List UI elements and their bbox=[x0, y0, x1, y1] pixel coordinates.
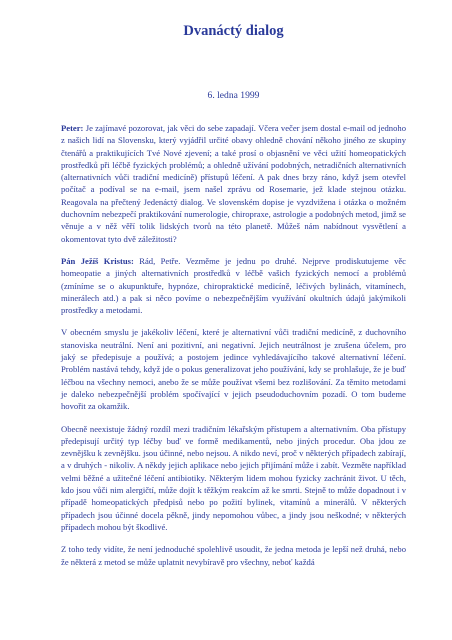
paragraph-text: Rád, Petře. Vezměme je jednu po druhé. Nejprve prodiskutujeme věc homeopatie a jiných alternativních prostředků v léčbě vašich fyzických nemocí a problémů (zmíníme se o akupunktuře, hypnóze, chiropraktické medicíně, léčivých bylinách, vitamínech, minerálech atd.) a pak si něco povíme o nebezpečnějším využívání okultních údajů jakýmikoli prostředky a metodami. bbox=[61, 255, 406, 316]
speaker-label: Pán Ježíš Kristus: bbox=[61, 255, 134, 266]
paragraph bbox=[61, 326, 406, 412]
paragraph bbox=[61, 423, 406, 534]
speaker-label: Peter: bbox=[61, 123, 84, 133]
document-date: 6. ledna 1999 bbox=[207, 90, 260, 101]
paragraph-text: Obecně neexistuje žádný rozdíl mezi tradičním lékařským přístupem a alternativním. Oba přístupy předepisují určitý typ léčby buď ve formě medikamentů, nebo jiných procedur. Oba jdou ze zevnějšku k zevnějšku. jsou účinné, nebo nejsou. A nikdo neví, proč v některých případech zabírají, a v druhých - nikoliv. A někdy jejich aplikace nebo jejich přijímání může i zabít. Vezměte například velmi běžné a užitečné léčení antibiotiky. Některým lidem mohou fyzicky zachránit život. U těch, kdo jsou vůči nim alergičtí, může dojít k těžkým reakcím až ke smrti. Stejně to může dopadnout i v případě homeopatických předpisů nebo po požití bylinek, vitamínů a minerálů. V některých případech jsou účinné docela pěkně, jindy nepomohou vůbec, a jindy jsou neškodné; v některých případech mohou být škodlivé. bbox=[61, 423, 406, 532]
paragraph-text: V obecném smyslu je jakékoliv léčení, které je alternativní vůči tradiční medicíně, z duchovního stanoviska neutrální. Není ani pozitivní, ani negativní. Jejich neutrálnost je zrušena účelem, pro jaký se předepisuje a používá; a postojem jedince vyhledávajícího takové alternativní léčení. Problém nastává tehdy, když jde o pokus generalizovat jeho používání, kdy se prohlašuje, že je buď léčbou na všechny nemoci, anebo že se může používat všemi bez rozlišování. Za těmito metodami je daleko nebezpečnější problém spočívající v jejich pseudoduchovním pozadí. O tom budeme hovořit za okamžik. bbox=[61, 327, 406, 412]
paragraph bbox=[61, 122, 406, 245]
paragraph bbox=[61, 543, 406, 568]
paragraph-text: Je zajímavé pozorovat, jak věci do sebe zapadají. Včera večer jsem dostal e-mail od jednoho z našich lidí na Slovensku, který vyjádřil určité obavy ohledně chování někoho jiného ze skupiny čtenářů a praktikujících Tvé Nové zjevení; a také prosí o objasnění ve věci užití homeopatických prostředků při léčbě fyzických problémů; a ohledně užívání podobných, netradičních alternativních (alternativních vůči tradiční medicíně) přístupů léčení. A pak dnes brzy ráno, když jsem otevřel počítač a podíval se na e-mail, jsem našel zprávu od Rosemarie, jež klade stejnou otázku. Reagovala na přečtený Jedenáctý dialog. Ve slovenském dopise je vyzdvižena i otázka o možném duchovním nebezpečí praktikování numerologie, chiropraxe, astrologie a podobných metod, jimž se věnuje a v něž věří tolik lidských tvorů na této planetě. Můžeš nám nabídnout vysvětlení a okomentovat tyto dvě záležitosti? bbox=[61, 123, 406, 244]
paragraph bbox=[61, 255, 406, 316]
document-body bbox=[61, 122, 406, 568]
document-title: Dvanáctý dialog bbox=[183, 23, 284, 39]
paragraph-text: Z toho tedy vidíte, že není jednoduché spolehlivě usoudit, že jedna metoda je lepší než druhá, nebo že některá z metod se může uplatnit nevybíravě pro všechny, neboť každá bbox=[61, 544, 406, 567]
